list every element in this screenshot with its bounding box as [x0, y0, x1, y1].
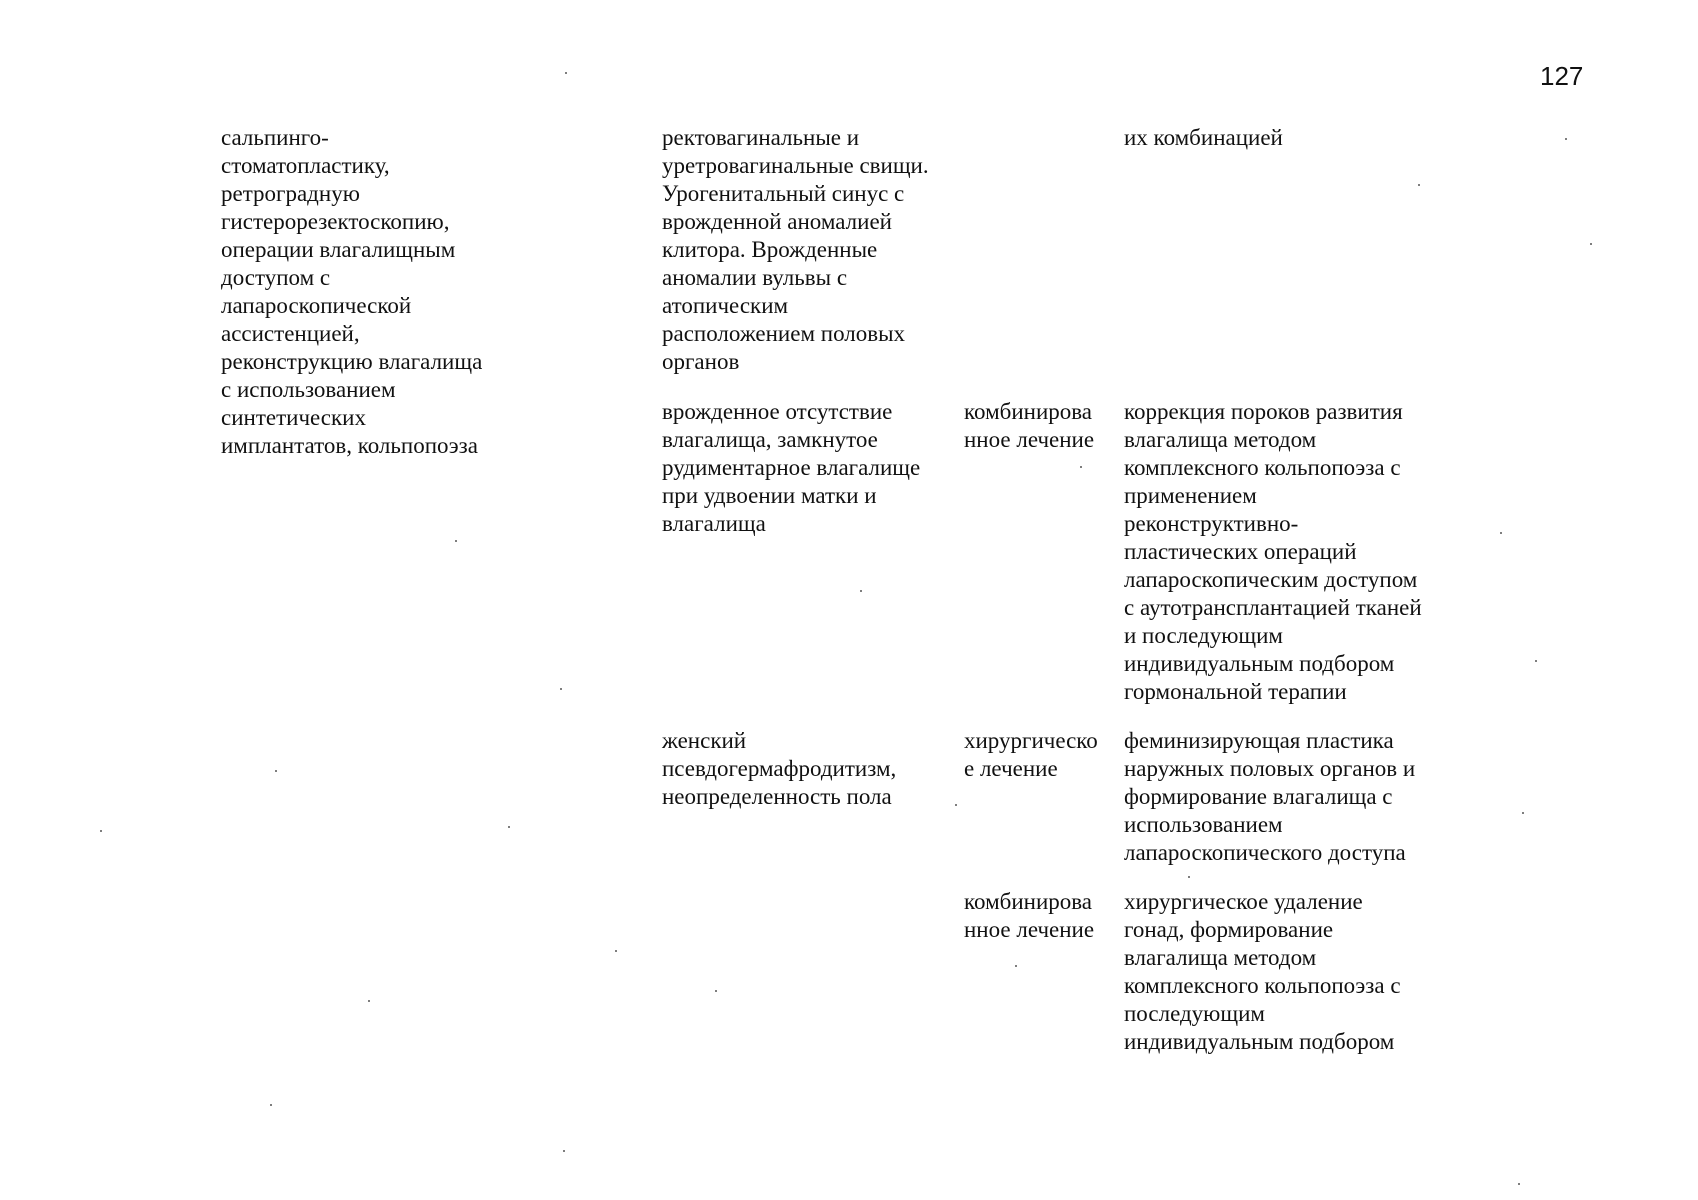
table-cell-method: феминизирующая пластика наружных половых органов и формирование влагалища с использованием лапароскопического доступа — [1124, 728, 1416, 865]
scan-speck — [1565, 138, 1567, 140]
scan-speck — [860, 590, 862, 592]
table-cell-treatment: хирургическо е лечение — [964, 728, 1098, 781]
scan-speck — [955, 804, 957, 806]
scan-speck — [455, 540, 457, 542]
scan-speck — [1188, 876, 1190, 878]
scan-speck — [508, 826, 510, 828]
table-cell-diagnosis: ректовагинальные и уретровагинальные свищи. Урогенитальный синус с врожденной аномалией клитора. Врожденные аномалии вульвы с атопическим расположением половых органов — [662, 125, 929, 374]
page-number: 127 — [1540, 61, 1584, 91]
scan-speck — [1518, 1183, 1520, 1185]
scan-speck — [1522, 812, 1524, 814]
scan-speck — [1080, 466, 1082, 468]
scan-speck — [270, 1104, 272, 1106]
scan-speck — [560, 688, 562, 690]
table-cell-treatment: комбинирова нное лечение — [964, 399, 1095, 452]
scan-speck — [100, 830, 102, 832]
table-cell-method: их комбинацией — [1124, 125, 1283, 150]
scan-speck — [1015, 965, 1017, 967]
table-cell-diagnosis: врожденное отсутствие влагалища, замкнутое рудиментарное влагалище при удвоении матки и влагалища — [662, 399, 921, 536]
table-cell-method: хирургическое удаление гонад, формирование влагалища методом комплексного кольпопоэза с последующим индивидуальным подбором — [1124, 889, 1401, 1054]
scan-speck — [563, 1150, 565, 1152]
scan-speck — [715, 990, 717, 992]
scan-speck — [1500, 532, 1502, 534]
scan-speck — [1590, 243, 1592, 245]
table-cell-diagnosis: женский псевдогермафродитизм, неопределенность пола — [662, 728, 897, 809]
table-cell-methods-continued: сальпинго- стоматопластику, ретроградную гистерорезектоскопию, операции влагалищным доступом с лапароскопической ассистенцией, реконструкцию влагалища с использованием синтетических имплантатов, кольпопоэза — [221, 125, 483, 458]
scan-speck — [565, 72, 567, 74]
scan-speck — [275, 770, 277, 772]
scan-speck — [1418, 184, 1420, 186]
table-cell-treatment: комбинирова нное лечение — [964, 889, 1095, 942]
scan-speck — [1535, 660, 1537, 662]
scan-speck — [615, 950, 617, 952]
table-cell-method: коррекция пороков развития влагалища методом комплексного кольпопоэза с применением реконструктивно- пластических операций лапароскопическим доступом с аутотрансплантацией тканей и последующим индивидуальным подбором гормональной терапии — [1124, 399, 1422, 704]
scan-speck — [368, 1000, 370, 1002]
